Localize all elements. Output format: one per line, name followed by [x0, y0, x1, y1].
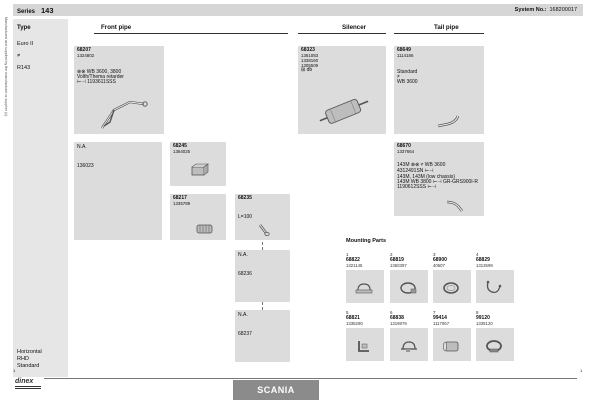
- clamp-bracket-icon: [354, 280, 376, 296]
- part-note: Volth/Thema retarder: [77, 74, 124, 80]
- column-front-pipe: Front pipe: [101, 24, 132, 31]
- mounting-part-number: 68819: [390, 257, 404, 263]
- part-number: 68207: [77, 47, 91, 53]
- vehicle-sidebar: [13, 19, 68, 377]
- mounting-part-index: 1: [346, 252, 349, 257]
- mounting-part-99414[interactable]: [433, 310, 473, 363]
- tail-pipe-rule: [394, 33, 484, 34]
- mounting-part-number: 68900: [433, 257, 447, 263]
- mounting-part-image: [433, 270, 471, 303]
- page-number-left: 1: [13, 368, 16, 373]
- flange-icon: [188, 162, 210, 180]
- part-note: ⊞ db: [301, 67, 313, 73]
- side-vertical-text-label: Manufactured and supplied by the manufacturer or supplier (c): [4, 17, 8, 117]
- part-note: 143M WB 3800 ⊢⊣ GR-GRS900I-R: [397, 179, 478, 185]
- mounting-oe-number: 1360397: [390, 263, 407, 268]
- part-note: 143M ⊗⊗ ≠ WB 3600: [397, 162, 446, 168]
- mounting-part-number: 99414: [433, 315, 447, 321]
- mounting-bracket-icon: [354, 338, 376, 354]
- oe-number: 1335789: [173, 201, 191, 206]
- tail-pipe-icon: [434, 112, 464, 130]
- mounting-part-index: 6: [390, 310, 393, 315]
- drive-side: RHD: [17, 356, 29, 362]
- connector-line: [164, 72, 300, 73]
- mounting-part-image: [390, 270, 428, 303]
- oe-number: 1114186: [397, 53, 414, 58]
- part-note: 4312491SN ⊢⊣: [397, 168, 434, 174]
- tail-pipe-icon: [444, 196, 466, 214]
- part-note: 143M, 143M (low chassis): [397, 174, 456, 180]
- pipe-connector-icon: [257, 222, 271, 238]
- mounting-part-number: 68821: [346, 315, 360, 321]
- side-vertical-text: [3, 17, 9, 377]
- logo-underline: [15, 386, 41, 389]
- part-card-68207[interactable]: [74, 46, 164, 134]
- not-available-label: N.A.: [238, 252, 248, 258]
- mounting-part-68838[interactable]: [390, 310, 430, 363]
- flex-pipe-icon: [194, 222, 216, 236]
- part-note: WB 3600: [397, 79, 418, 85]
- brand-logo: [15, 378, 41, 390]
- mounting-part-image: [476, 270, 514, 303]
- mounting-part-index: 7: [433, 310, 436, 315]
- part-card-68323[interactable]: [298, 46, 386, 134]
- band-clamp-icon: [484, 338, 506, 354]
- mounting-part-number: 68822: [346, 257, 360, 263]
- sleeve-icon: [441, 338, 463, 354]
- mounting-part-image: [346, 328, 384, 361]
- type-label: Type: [17, 25, 31, 31]
- silencer-icon: [316, 92, 372, 130]
- part-number: 68245: [173, 143, 187, 149]
- part-note: ⊗⊗ WB 3600, 3800: [77, 69, 122, 75]
- mounting-part-68829[interactable]: [476, 252, 516, 305]
- system-number-label: System No.:: [514, 7, 547, 13]
- mounting-part-68900[interactable]: [433, 252, 473, 305]
- oe-number: 1305509: [301, 63, 319, 68]
- part-number: 68649: [397, 47, 411, 53]
- mounting-oe-number: 1335290: [346, 321, 363, 326]
- column-silencer: Silencer: [342, 24, 367, 31]
- connector-line: [166, 152, 167, 207]
- oe-number: 1364025: [173, 149, 191, 154]
- part-note: 1190612SSS ⊢⊣: [397, 184, 437, 190]
- oe-number: 1338160: [301, 58, 319, 63]
- oe-number: 1324802: [77, 53, 95, 58]
- silencer-rule: [298, 33, 386, 34]
- mounting-parts-title: Mounting Parts: [346, 238, 387, 244]
- connector-line: [388, 72, 389, 172]
- variant: Standard: [17, 363, 40, 369]
- mounting-part-image: [346, 270, 384, 303]
- part-card-68237[interactable]: [235, 310, 290, 362]
- system-number-value: 168200017: [549, 7, 577, 13]
- part-note: ⊢⊣ 1193611SSS: [77, 79, 116, 85]
- part-card-68245[interactable]: [170, 142, 226, 186]
- hose-clamp-icon: [398, 280, 420, 296]
- orientation: Horizontal: [17, 349, 42, 355]
- hanger-strap-icon: [484, 280, 506, 296]
- part-card-68236[interactable]: [235, 250, 290, 302]
- mounting-part-number: 68829: [476, 257, 490, 263]
- mounting-oe-number: 1321145: [346, 263, 363, 268]
- mounting-oe-number: 1319879: [390, 321, 407, 326]
- part-number: 68323: [301, 47, 315, 53]
- connector-line: [293, 72, 294, 169]
- part-number: 68670: [397, 143, 411, 149]
- not-available-label: N.A.: [238, 312, 248, 318]
- page-header: [13, 4, 583, 16]
- brand-logo-text: dinex: [15, 378, 34, 385]
- mounting-part-number: 68838: [390, 315, 404, 321]
- length-note: L=100: [238, 214, 253, 220]
- series-label: [17, 7, 54, 16]
- series-number: 143: [41, 6, 54, 15]
- mounting-part-index: 4: [476, 252, 479, 257]
- not-available-label: N.A.: [77, 144, 87, 150]
- page-number-right: 1: [580, 368, 583, 373]
- mounting-oe-number: 1335120: [476, 321, 493, 326]
- mounting-part-68819[interactable]: [390, 252, 430, 305]
- model-name: R143: [17, 65, 31, 71]
- column-tail-pipe: Tail pipe: [434, 24, 459, 31]
- system-number: [515, 7, 577, 13]
- dashed-connector: [262, 242, 263, 250]
- config-symbol: ≠: [17, 53, 21, 59]
- bolt-clamp-icon: [398, 338, 420, 354]
- front-pipe-icon: [94, 92, 154, 132]
- mounting-part-68822[interactable]: [346, 252, 386, 305]
- part-number: 68236: [238, 271, 252, 277]
- mounting-part-99120[interactable]: [476, 310, 516, 363]
- part-card-68235[interactable]: [235, 194, 290, 240]
- oe-number: 1361083: [301, 53, 319, 58]
- gasket-ring-icon: [441, 280, 463, 296]
- mounting-part-image: [476, 328, 514, 361]
- mounting-part-index: 2: [390, 252, 393, 257]
- dashed-connector: [262, 302, 263, 310]
- part-card-68670[interactable]: [394, 142, 484, 216]
- mounting-part-index: 3: [433, 252, 436, 257]
- mounting-oe-number: 1313599: [476, 263, 493, 268]
- part-number: 68217: [173, 195, 187, 201]
- mounting-part-index: 8: [476, 310, 479, 315]
- mounting-oe-number: 1117067: [433, 321, 450, 326]
- config-symbol: ≠: [397, 74, 400, 80]
- part-number: 68237: [238, 331, 252, 337]
- part-number: 68235: [238, 195, 252, 201]
- part-card-136023[interactable]: [74, 142, 162, 240]
- front-pipe-rule: [94, 33, 288, 34]
- euro-class: Euro II: [17, 41, 34, 47]
- vehicle-brand-bar: SCANIA: [233, 380, 319, 400]
- mounting-part-number: 99120: [476, 315, 490, 321]
- part-note: Standard: [397, 69, 418, 75]
- mounting-part-image: [433, 328, 471, 361]
- part-card-68649[interactable]: [394, 46, 484, 134]
- mounting-oe-number: 40607: [433, 263, 445, 268]
- mounting-part-index: 5: [346, 310, 349, 315]
- footer-rule: [44, 378, 577, 379]
- series-label-text: Series: [17, 9, 36, 15]
- connector-line: [226, 168, 294, 169]
- part-card-68217[interactable]: [170, 194, 226, 240]
- part-number: 136023: [77, 163, 94, 169]
- oe-number: 1337664: [397, 149, 415, 154]
- mounting-part-image: [390, 328, 428, 361]
- mounting-part-68821[interactable]: [346, 310, 386, 363]
